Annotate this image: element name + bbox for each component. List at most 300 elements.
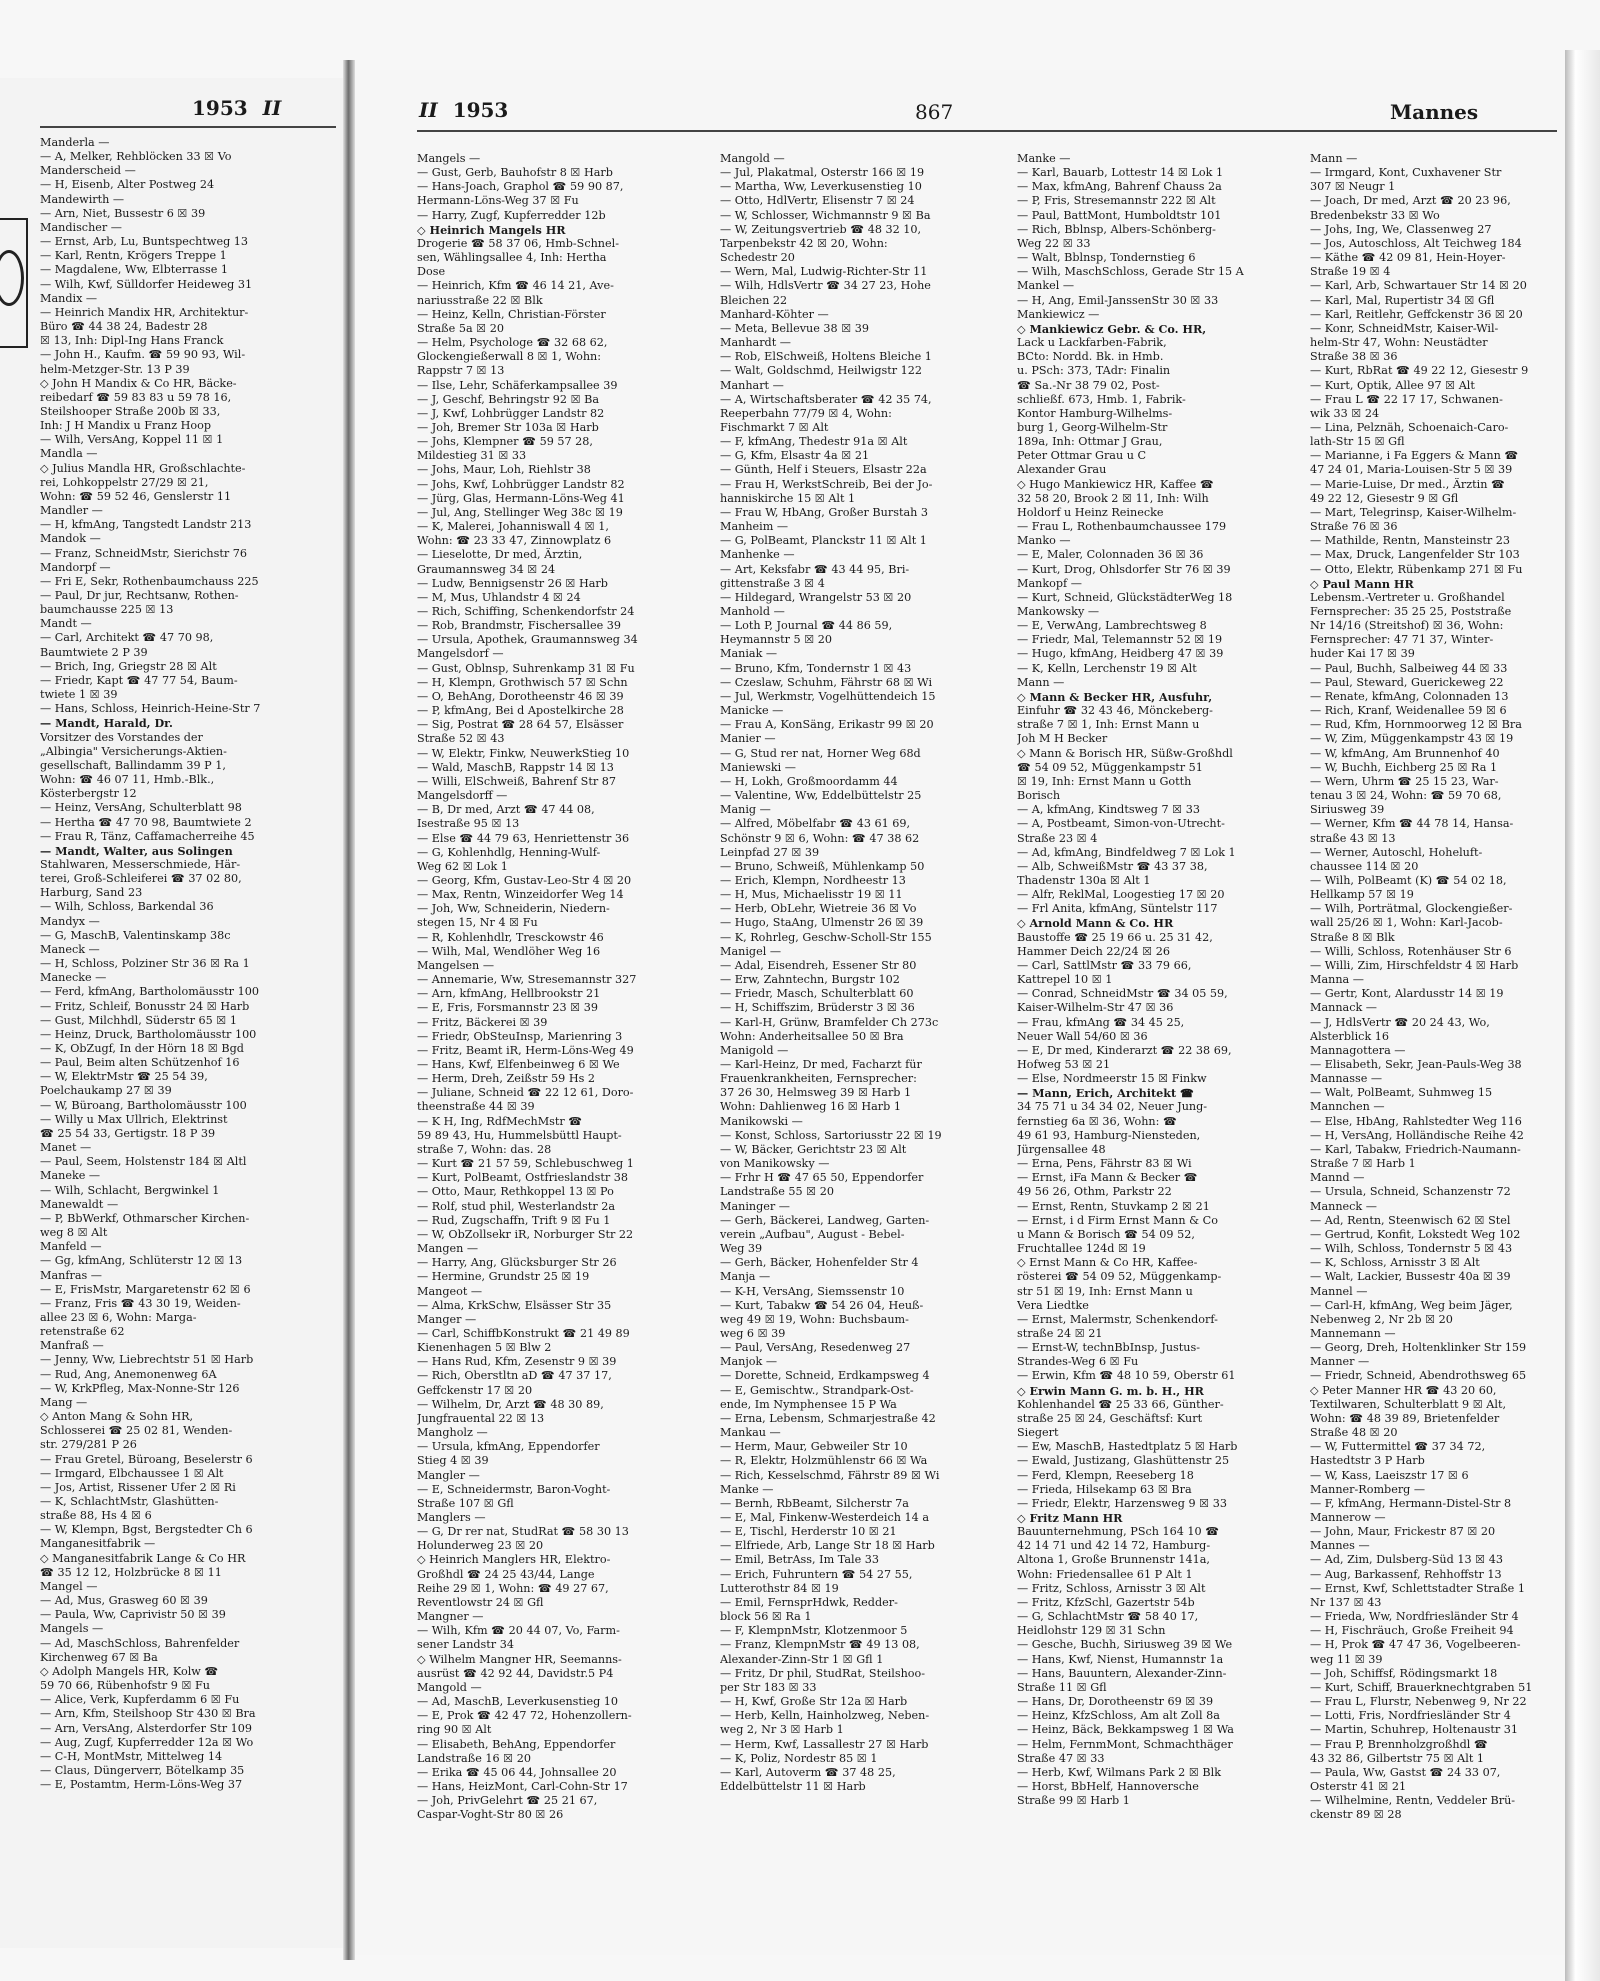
directory-line: nariusstraße 22 ☒ Blk xyxy=(417,293,543,307)
directory-line: — E, Dr med, Kinderarzt ☎ 22 38 69, xyxy=(1017,1043,1232,1057)
directory-line: Landstraße 16 ☒ 20 xyxy=(417,1751,531,1765)
directory-line: — Marie-Luise, Dr med., Ärztin ☎ xyxy=(1310,477,1505,491)
directory-line: — Ernst-W, technBbInsp, Justus- xyxy=(1017,1341,1200,1355)
directory-line: — Herb, Kwf, Wilmans Park 2 ☒ Blk xyxy=(1017,1765,1221,1779)
directory-line: — Ad, Mus, Grasweg 60 ☒ 39 xyxy=(40,1594,208,1608)
directory-line: — Paul, Seem, Holstenstr 184 ☒ Altl xyxy=(40,1155,247,1169)
directory-line: Mandischer — xyxy=(40,220,122,234)
directory-line: — Friedr, Schneid, Abendrothsweg 65 xyxy=(1310,1369,1527,1383)
directory-line: Maneke — xyxy=(40,1169,101,1183)
directory-line: Holunderweg 23 ☒ 20 xyxy=(417,1539,544,1553)
directory-line: — P, Fris, Stresemannstr 222 ☒ Alt xyxy=(1017,194,1216,208)
directory-line: — Kurt, PolBeamt, Ostfrieslandstr 38 xyxy=(417,1171,628,1185)
directory-line: — Hans-Joach, Graphol ☎ 59 90 87, xyxy=(417,180,624,194)
directory-line: Manicke — xyxy=(720,704,784,718)
directory-line: Mildestieg 31 ☒ 33 xyxy=(417,449,527,463)
directory-line: sen, Wählingsallee 4, Inh: Hertha xyxy=(417,251,607,265)
directory-line: — Walt, PolBeamt, Suhmweg 15 xyxy=(1310,1086,1493,1100)
directory-line: — Wern, Mal, Ludwig-Richter-Str 11 xyxy=(720,265,928,279)
directory-line: — Frau R, Tänz, Caffamacherreihe 45 xyxy=(40,829,255,843)
directory-line: — Martha, Ww, Leverkusenstieg 10 xyxy=(720,180,922,194)
directory-line: — Harry, Zugf, Kupferredder 12b xyxy=(417,208,606,222)
directory-line: — Paul, BattMont, Humboldtstr 101 xyxy=(1017,208,1222,222)
directory-line: Straße 5a ☒ 20 xyxy=(417,321,504,335)
directory-line: — Fritz, Beamt iR, Herm-Löns-Weg 49 xyxy=(417,1043,634,1057)
directory-line: huder Kai 17 ☒ 39 xyxy=(1310,647,1415,661)
directory-line: — Else ☎ 44 79 63, Henriettenstr 36 xyxy=(417,831,630,845)
directory-line: — Joh, Ww, Schneiderin, Niedern- xyxy=(417,902,610,916)
directory-line: Hellkamp 57 ☒ 19 xyxy=(1310,888,1414,902)
directory-line: Vera Liedtke xyxy=(1017,1298,1089,1312)
directory-line: — W, ObZollsekr iR, Norburger Str 22 xyxy=(417,1227,634,1241)
directory-line: straße 7 ☒ 1, Inh: Ernst Mann u xyxy=(1017,718,1200,732)
directory-line: — A, Wirtschaftsberater ☎ 42 35 74, xyxy=(720,392,932,406)
directory-line: — Friedr, Elektr, Harzensweg 9 ☒ 33 xyxy=(1017,1496,1227,1510)
directory-line: — Arn, Niet, Bussestr 6 ☒ 39 xyxy=(40,206,206,220)
directory-line: — Jürg, Glas, Hermann-Löns-Weg 41 xyxy=(417,491,625,505)
directory-line: — Frau A, KonSäng, Erikastr 99 ☒ 20 xyxy=(720,718,934,732)
directory-line: Mang — xyxy=(40,1395,88,1409)
directory-line: Textilwaren, Schulterblatt 9 ☒ Alt, xyxy=(1310,1397,1507,1411)
directory-line: — K, Rohrleg, Geschw-Scholl-Str 155 xyxy=(720,930,932,944)
directory-line: — Ad, Rentn, Steenwisch 62 ☒ Stel xyxy=(1310,1213,1511,1227)
directory-line: Stahlwaren, Messerschmiede, Här- xyxy=(40,857,241,871)
directory-line: — F, kfmAng, Hermann-Distel-Str 8 xyxy=(1310,1496,1512,1510)
directory-line: chaussee 114 ☒ 20 xyxy=(1310,859,1419,873)
directory-line: — Paula, Ww, Caprivistr 50 ☒ 39 xyxy=(40,1608,226,1622)
directory-line: — Joh, PrivGelehrt ☎ 25 21 67, xyxy=(417,1794,598,1808)
directory-line: hanniskirche 15 ☒ Alt 1 xyxy=(720,491,856,505)
directory-line: ☎ Sa.-Nr 38 79 02, Post- xyxy=(1017,378,1160,392)
directory-line: — Paula, Ww, Gastst ☎ 24 33 07, xyxy=(1310,1765,1501,1779)
directory-line: — W, ElektrMstr ☎ 25 54 39, xyxy=(40,1070,208,1084)
directory-line: Isestraße 95 ☒ 13 xyxy=(417,817,520,831)
directory-line: ◇ Mankiewicz Gebr. & Co. HR, xyxy=(1017,321,1207,336)
directory-line: — Ad, MaschSchloss, Bahrenfelder xyxy=(40,1636,240,1650)
directory-line: Nr 137 ☒ 43 xyxy=(1310,1595,1382,1609)
directory-line: — Mathilde, Rentn, Mansteinstr 23 xyxy=(1310,534,1511,548)
directory-line: Weg 39 xyxy=(720,1242,763,1256)
directory-line: — Sig, Postrat ☎ 28 64 57, Elsässer xyxy=(417,718,624,732)
directory-line: — Ferd, Klempn, Reeseberg 18 xyxy=(1017,1468,1194,1482)
directory-line: Nebenweg 2, Nr 2b ☒ 20 xyxy=(1310,1312,1453,1326)
directory-line: reibedarf ☎ 59 83 83 u 59 78 16, xyxy=(40,390,232,404)
directory-line: ◇ Wilhelm Mangner HR, Seemanns- xyxy=(417,1652,622,1666)
directory-line: — Werner, Kfm ☎ 44 78 14, Hansa- xyxy=(1310,817,1514,831)
directory-line: Mangeot — xyxy=(417,1284,483,1298)
directory-line: — Kurt, Tabakw ☎ 54 26 04, Heuß- xyxy=(720,1298,924,1312)
directory-line: Kattrepel 10 ☒ 1 xyxy=(1017,973,1113,987)
right-header-left xyxy=(419,98,508,122)
directory-line: Schedestr 20 xyxy=(720,251,795,265)
directory-line: Jürgensallee 48 xyxy=(1017,1142,1106,1156)
directory-line: Straße 8 ☒ Blk xyxy=(1310,930,1395,944)
directory-line: — Frl Anita, kfmAng, Süntelstr 117 xyxy=(1017,902,1218,916)
directory-line: — Hugo, StaAng, Ulmenstr 26 ☒ 39 xyxy=(720,916,924,930)
directory-line: — Frau L ☎ 22 17 17, Schwanen- xyxy=(1310,392,1503,406)
directory-line: — Konr, SchneidMstr, Kaiser-Wil- xyxy=(1310,321,1499,335)
directory-line: — Wilh, VersAng, Koppel 11 ☒ 1 xyxy=(40,433,224,447)
directory-line: Mangold — xyxy=(720,152,785,165)
directory-line: — Jul, Ang, Stellinger Weg 38c ☒ 19 xyxy=(417,505,623,519)
directory-line: ◇ Peter Manner HR ☎ 43 20 60, xyxy=(1310,1383,1497,1397)
directory-line: 307 ☒ Neugr 1 xyxy=(1310,180,1396,194)
directory-line: — Wilhelm, Dr, Arzt ☎ 48 30 89, xyxy=(417,1397,604,1411)
directory-line: straße 25 ☒ 24, Geschäftsf: Kurt xyxy=(1017,1411,1203,1425)
directory-line: — Elisabeth, BehAng, Eppendorfer xyxy=(417,1737,616,1751)
directory-line: — Max, Druck, Langenfelder Str 103 xyxy=(1310,548,1520,562)
directory-line: — J, Geschf, Behringstr 92 ☒ Ba xyxy=(417,392,600,406)
directory-line: — Rob, Brandmstr, Fischersallee 39 xyxy=(417,619,621,633)
directory-line: straße 43 ☒ 13 xyxy=(1310,831,1396,845)
directory-line: Wohn: ☎ 59 52 46, Genslerstr 11 xyxy=(40,489,232,503)
directory-line: ◇ Heinrich Manglers HR, Elektro- xyxy=(417,1553,611,1567)
directory-line: Wohn: ☎ 23 33 47, Zinnowplatz 6 xyxy=(417,534,612,548)
directory-line: Manigold — xyxy=(720,1043,789,1057)
directory-line: Manfeld — xyxy=(40,1240,102,1254)
left-column xyxy=(40,136,336,1792)
directory-line: — Erwin, Kfm ☎ 48 10 59, Oberstr 61 xyxy=(1017,1369,1236,1383)
directory-line: terei, Groß-Schleiferei ☎ 37 02 80, xyxy=(40,872,242,886)
directory-line: Landstraße 55 ☒ 20 xyxy=(720,1185,834,1199)
directory-line: — W, kfmAng, Am Brunnenhof 40 xyxy=(1310,746,1500,760)
directory-line: straße 24 ☒ 21 xyxy=(1017,1326,1103,1340)
directory-line: Hammer Deich 22/24 ☒ 26 xyxy=(1017,944,1170,958)
directory-line: — Rich, Bblnsp, Albers-Schönberg- xyxy=(1017,222,1216,236)
directory-line: — Käthe ☎ 42 09 81, Hein-Hoyer- xyxy=(1310,251,1506,265)
right-page xyxy=(355,70,1565,1955)
directory-line: Glockengießerwall 8 ☒ 1, Wohn: xyxy=(417,350,602,364)
directory-line: Straße 52 ☒ 43 xyxy=(417,732,505,746)
directory-line: — Marianne, i Fa Eggers & Mann ☎ xyxy=(1310,449,1519,463)
directory-line: — H, Kwf, Große Str 12a ☒ Harb xyxy=(720,1695,908,1709)
directory-line: ◇ John H Mandix & Co HR, Bäcke- xyxy=(40,376,237,390)
directory-line: Mangelsen — xyxy=(417,958,495,972)
directory-line: — G, MaschB, Valentinskamp 38c xyxy=(40,928,231,942)
directory-line: — Loth P, Journal ☎ 44 86 59, xyxy=(720,619,893,633)
directory-line: Neuer Wall 54/60 ☒ 36 xyxy=(1017,1029,1148,1043)
directory-line: — Herb, ObLehr, Wietreie 36 ☒ Vo xyxy=(720,902,917,916)
directory-line: — Johs, Klempner ☎ 59 57 28, xyxy=(417,435,593,449)
directory-line: Mangler — xyxy=(417,1468,480,1482)
directory-line: Manderscheid — xyxy=(40,164,136,178)
directory-line: Bauunternehmung, PSch 164 10 ☎ xyxy=(1017,1525,1220,1539)
directory-line: weg 2, Nr 3 ☒ Harb 1 xyxy=(720,1723,844,1737)
directory-line: — Wilh, Schloss, Tondernstr 5 ☒ 43 xyxy=(1310,1242,1513,1256)
directory-line: weg 11 ☒ 39 xyxy=(1310,1652,1383,1666)
directory-line: — Georg, Kfm, Gustav-Leo-Str 4 ☒ 20 xyxy=(417,873,632,887)
directory-line: u. PSch: 373, TAdr: Finalin xyxy=(1017,364,1171,378)
directory-line: Wohn: ☎ 48 39 89, Brietenfelder xyxy=(1310,1411,1500,1425)
directory-line: Mandler — xyxy=(40,504,103,518)
directory-line: Großhdl ☎ 24 25 43/44, Lange xyxy=(417,1567,595,1581)
directory-line: — Ursula, Schneid, Schanzenstr 72 xyxy=(1310,1185,1511,1199)
directory-line: — Paul, Beim alten Schützenhof 16 xyxy=(40,1056,240,1070)
directory-line: — Ad, Zim, Dulsberg-Süd 13 ☒ 43 xyxy=(1310,1553,1503,1567)
directory-line: ◇ Julius Mandla HR, Großschlachte- xyxy=(40,461,246,475)
directory-line: weg 6 ☒ 39 xyxy=(720,1326,786,1340)
directory-line: Manikowski — xyxy=(720,1114,803,1128)
directory-line: — Rolf, stud phil, Westerlandstr 2a xyxy=(417,1199,616,1213)
directory-line: — Claus, Düngerverr, Bötelkamp 35 xyxy=(40,1763,245,1777)
directory-line: Mandewirth — xyxy=(40,192,125,206)
directory-line: wik 33 ☒ 24 xyxy=(1310,406,1380,420)
directory-line: — John H., Kaufm. ☎ 59 90 93, Wil- xyxy=(40,348,246,362)
directory-line: Mannd — xyxy=(1310,1171,1365,1185)
directory-line: tenau 3 ☒ 24, Wohn: ☎ 59 70 68, xyxy=(1310,789,1502,803)
directory-line: — H, Klempn, Grothwisch 57 ☒ Schn xyxy=(417,675,628,689)
directory-line: ring 90 ☒ Alt xyxy=(417,1723,492,1737)
directory-line: — Herm, Maur, Gebweiler Str 10 xyxy=(720,1440,908,1454)
directory-line: — E, Mal, Finkenw-Westerdeich 14 a xyxy=(720,1511,929,1524)
directory-line: — G, Stud rer nat, Horner Weg 68d xyxy=(720,746,921,760)
directory-line: — Ursula, kfmAng, Eppendorfer xyxy=(417,1440,600,1454)
directory-line: — Heinrich Mandix HR, Architektur- xyxy=(40,305,249,319)
directory-line: — Arn, VersAng, Alsterdorfer Str 109 xyxy=(40,1721,252,1735)
directory-line: — Franz, KlempnMstr ☎ 49 13 08, xyxy=(720,1638,920,1652)
directory-line: — Otto, HdlVertr, Elisenstr 7 ☒ 24 xyxy=(720,194,915,208)
directory-line: — Willy u Max Ullrich, Elektrinst xyxy=(40,1112,228,1126)
directory-line: — G, SchlachtMstr ☎ 58 40 17, xyxy=(1017,1610,1199,1624)
directory-line: — K, Malerei, Johanniswall 4 ☒ 1, xyxy=(417,520,609,534)
directory-line: — Mann, Erich, Architekt ☎ xyxy=(1017,1086,1194,1101)
directory-line: — W, Schlosser, Wichmannstr 9 ☒ Ba xyxy=(720,208,931,222)
directory-line: — K, Poliz, Nordestr 85 ☒ 1 xyxy=(720,1751,878,1765)
directory-line: — Elfriede, Arb, Lange Str 18 ☒ Harb xyxy=(720,1539,935,1553)
directory-line: — J, HdlsVertr ☎ 20 24 43, Wo, xyxy=(1310,1015,1490,1029)
directory-line: — Frhr H ☎ 47 65 50, Eppendorfer xyxy=(720,1171,924,1185)
directory-line: — Alice, Verk, Kupferdamm 6 ☒ Fu xyxy=(40,1693,240,1707)
directory-line: baumchausse 225 ☒ 13 xyxy=(40,603,174,617)
directory-line: Manigel — xyxy=(720,944,782,958)
directory-line: — Max, Rentn, Winzeidorfer Weg 14 xyxy=(417,888,624,902)
directory-line: Kontor Hamburg-Wilhelms- xyxy=(1017,406,1173,420)
directory-line: — Fri E, Sekr, Rothenbaumchauss 225 xyxy=(40,574,259,588)
directory-line: — Jul, Werkmstr, Vogelhüttendeich 15 xyxy=(720,689,936,703)
directory-line: ckenstr 89 ☒ 28 xyxy=(1310,1808,1402,1822)
directory-line: — Walt, Goldschmd, Heilwigstr 122 xyxy=(720,364,922,378)
directory-line: — Wern, Uhrm ☎ 25 15 23, War- xyxy=(1310,774,1499,788)
left-header-rule xyxy=(40,126,336,128)
directory-line: Mangholz — xyxy=(417,1426,488,1440)
directory-line: Reeperbahn 77/79 ☒ 4, Wohn: xyxy=(720,406,892,420)
directory-line: Manewaldt — xyxy=(40,1197,119,1211)
directory-line: Nr 14/16 (Streitshof) ☒ 36, Wohn: xyxy=(1310,619,1504,633)
directory-line: — Wald, MaschB, Rappstr 14 ☒ 13 xyxy=(417,760,614,774)
directory-line: — Kurt, Optik, Allee 97 ☒ Alt xyxy=(1310,378,1475,392)
directory-line: — F, kfmAng, Thedestr 91a ☒ Alt xyxy=(720,435,908,449)
directory-line: — Konst, Schloss, Sartoriusstr 22 ☒ 19 xyxy=(720,1128,942,1142)
directory-line: — Mandt, Walter, aus Solingen xyxy=(40,843,233,858)
directory-line: — A, Melker, Rehblöcken 33 ☒ Vo xyxy=(40,150,232,164)
directory-line: ◇ Erwin Mann G. m. b. H., HR xyxy=(1017,1383,1204,1398)
directory-line: — Ernst, Arb, Lu, Buntspechtweg 13 xyxy=(40,235,249,249)
directory-line: — Friedr, Kapt ☎ 47 77 54, Baum- xyxy=(40,673,238,687)
directory-line: per Str 183 ☒ 33 xyxy=(720,1680,817,1694)
directory-line: Manhenke — xyxy=(720,548,795,562)
page-edge xyxy=(1565,50,1600,1981)
directory-line: — Heinz, Kelln, Christian-Förster xyxy=(417,307,606,321)
directory-line: — Gerh, Bäcker, Hohenfelder Str 4 xyxy=(720,1256,919,1270)
directory-line: Mannes — xyxy=(1310,1539,1370,1553)
column-2 xyxy=(720,152,1016,1794)
directory-line: Manhard-Köhter — xyxy=(720,307,829,321)
directory-line: u Mann & Borisch ☎ 54 09 52, xyxy=(1017,1227,1195,1241)
directory-line: — W, KrkPfleg, Max-Nonne-Str 126 xyxy=(40,1381,240,1395)
directory-line: — Johs, Ing, We, Classenweg 27 xyxy=(1310,222,1492,236)
directory-line: — John, Maur, Frickestr 87 ☒ 20 xyxy=(1310,1525,1496,1539)
directory-line: helm-Str 47, Wohn: Neustädter xyxy=(1310,336,1488,350)
directory-line: Mannchen — xyxy=(1310,1100,1385,1114)
directory-line: — Erich, Klempn, Nordheestr 13 xyxy=(720,873,906,887)
directory-line: Manier — xyxy=(720,732,776,746)
directory-line: Wohn: ☎ 46 07 11, Hmb.-Blk., xyxy=(40,773,215,787)
directory-line: — Valentine, Ww, Eddelbüttelstr 25 xyxy=(720,789,922,803)
directory-line: 49 61 93, Hamburg-Niensteden, xyxy=(1017,1128,1201,1142)
directory-line: Alsterblick 16 xyxy=(1310,1029,1390,1043)
directory-line: — E, Prok ☎ 42 47 72, Hohenzollern- xyxy=(417,1709,632,1723)
directory-line: — G, Kohlenhdlg, Henning-Wulf- xyxy=(417,845,601,859)
directory-line: — Wilh, Kfm ☎ 20 44 07, Vo, Farm- xyxy=(417,1624,620,1638)
directory-line: Mannack — xyxy=(1310,1001,1377,1015)
directory-line: 189a, Inh: Ottmar J Grau, xyxy=(1017,435,1163,449)
column-1 xyxy=(417,152,713,1822)
directory-line: — K, ObZugf, In der Hörn 18 ☒ Bgd xyxy=(40,1042,244,1055)
photo-frame-icon xyxy=(0,218,28,348)
directory-line: — H, Mus, Michaelisstr 19 ☒ 11 xyxy=(720,888,903,902)
directory-line: Lebensm.-Vertreter u. Großhandel xyxy=(1310,590,1505,604)
directory-line: — Herb, Kelln, Hainholzweg, Neben- xyxy=(720,1709,930,1723)
directory-line: Mandyx — xyxy=(40,914,100,928)
directory-line: — E, Tischl, Herderstr 10 ☒ 21 xyxy=(720,1525,897,1539)
directory-line: Mangen — xyxy=(417,1242,479,1256)
directory-line: — Karl, Mal, Rupertistr 34 ☒ Gfl xyxy=(1310,293,1495,307)
directory-line: — Fritz, Bäckerei ☒ 39 xyxy=(417,1015,548,1029)
directory-line: — Else, Nordmeerstr 15 ☒ Finkw xyxy=(1017,1072,1207,1086)
directory-line: — W, Bäcker, Gerichtstr 23 ☒ Alt xyxy=(720,1142,907,1156)
directory-line: — H, Ang, Emil-JanssenStr 30 ☒ 33 xyxy=(1017,293,1219,307)
directory-line: — Hans Rud, Kfm, Zesenstr 9 ☒ 39 xyxy=(417,1355,617,1369)
directory-line: — W, Klempn, Bgst, Bergstedter Ch 6 xyxy=(40,1523,253,1537)
directory-line: Manke — xyxy=(720,1482,774,1496)
directory-line: — Herm, Kwf, Lassallestr 27 ☒ Harb xyxy=(720,1737,929,1751)
directory-line: — W, Elektr, Finkw, NeuwerkStieg 10 xyxy=(417,746,630,760)
directory-line: — W, Futtermittel ☎ 37 34 72, xyxy=(1310,1440,1486,1454)
directory-line: — Karl, Arb, Schwartauer Str 14 ☒ 20 xyxy=(1310,279,1527,293)
directory-line: Manger — xyxy=(417,1312,477,1326)
directory-line: — H, Prok ☎ 47 47 36, Vogelbeeren- xyxy=(1310,1638,1521,1652)
directory-line: Eddelbüttelstr 11 ☒ Harb xyxy=(720,1779,866,1793)
directory-line: ende, Im Nymphensee 15 P Wa xyxy=(720,1397,897,1411)
directory-line: — Jenny, Ww, Liebrechtstr 51 ☒ Harb xyxy=(40,1353,254,1367)
directory-line: — C-H, MontMstr, Mittelweg 14 xyxy=(40,1749,223,1763)
directory-line: — Lieselotte, Dr med, Ärztin, xyxy=(417,548,583,562)
directory-line: — P, BbWerkf, Othmarscher Kirchen- xyxy=(40,1211,250,1225)
directory-line: — Franz, SchneidMstr, Sierichstr 76 xyxy=(40,546,247,560)
directory-line: Kienenhagen 5 ☒ Blw 2 xyxy=(417,1341,552,1355)
directory-line: — Gust, Oblnsp, Suhrenkamp 31 ☒ Fu xyxy=(417,661,635,675)
directory-line: Wohn: Friedensallee 61 P Alt 1 xyxy=(1017,1567,1193,1581)
directory-line: — W, Kass, Laeiszstr 17 ☒ 6 xyxy=(1310,1468,1469,1482)
directory-line: — Georg, Dreh, Holtenklinker Str 159 xyxy=(1310,1341,1527,1355)
directory-line: Strandes-Weg 6 ☒ Fu xyxy=(1017,1355,1139,1369)
directory-line: Mangold — xyxy=(417,1680,482,1694)
left-header-section: II xyxy=(262,96,282,120)
directory-line: — K, SchlachtMstr, Glashütten- xyxy=(40,1495,219,1508)
directory-line: — Gertrud, Konfit, Lokstedt Weg 102 xyxy=(1310,1227,1521,1241)
right-header-year: 1953 xyxy=(452,98,509,122)
directory-line: — Fritz, Schloss, Arnisstr 3 ☒ Alt xyxy=(1017,1581,1206,1595)
directory-line: — Horst, BbHelf, Hannoversche xyxy=(1017,1779,1199,1793)
directory-line: — E, Postamtm, Herm-Löns-Weg 37 xyxy=(40,1778,243,1792)
directory-line: — Aug, Barkassenf, Rehhoffstr 13 xyxy=(1310,1567,1502,1581)
directory-line: — H, Eisenb, Alter Postweg 24 xyxy=(40,178,215,192)
directory-line: ◇ Ernst Mann & Co HR, Kaffee- xyxy=(1017,1256,1198,1270)
directory-line: — M, Mus, Uhlandstr 4 ☒ 24 xyxy=(417,590,581,604)
directory-line: — Lotti, Fris, Nordfriesländer Str 4 xyxy=(1310,1709,1511,1723)
directory-line: Straße 11 ☒ Gfl xyxy=(1017,1680,1107,1694)
directory-line: Fischmarkt 7 ☒ Alt xyxy=(720,420,829,434)
directory-line: Graumannsweg 34 ☒ 24 xyxy=(417,562,556,576)
directory-line: — Art, Keksfabr ☎ 43 44 95, Bri- xyxy=(720,562,910,576)
directory-line: — B, Dr med, Arzt ☎ 47 44 08, xyxy=(417,803,595,817)
directory-line: — K-H, VersAng, Siemssenstr 10 xyxy=(720,1284,905,1298)
directory-line: — Adal, Eisendreh, Essener Str 80 xyxy=(720,958,917,972)
directory-line: Fruchtallee 124d ☒ 19 xyxy=(1017,1242,1146,1256)
directory-line: — Paul, Steward, Guerickeweg 22 xyxy=(1310,675,1504,689)
directory-line: — Dorette, Schneid, Erdkampsweg 4 xyxy=(720,1369,930,1383)
directory-line: Hofweg 53 ☒ 21 xyxy=(1017,1058,1111,1071)
directory-line: — Ernst, Rentn, Stuvkamp 2 ☒ 21 xyxy=(1017,1199,1210,1213)
directory-line: — Günth, Helf i Steuers, Elsastr 22a xyxy=(720,463,927,477)
directory-line: Mangel — xyxy=(40,1579,98,1593)
directory-line: — E, Gemischtw., Strandpark-Ost- xyxy=(720,1383,914,1397)
directory-line: Mandla — xyxy=(40,447,98,461)
directory-line: — Rud, Ang, Anemonenweg 6A xyxy=(40,1367,217,1381)
directory-line: Caspar-Voght-Str 80 ☒ 26 xyxy=(417,1808,564,1822)
directory-line: — Wilh, Porträtmal, Glockengießer- xyxy=(1310,902,1513,916)
directory-line: — H, VersAng, Holländische Reihe 42 xyxy=(1310,1128,1524,1142)
directory-line: — Kurt ☎ 21 57 59, Schlebuschweg 1 xyxy=(417,1157,634,1171)
directory-line: ◇ Arnold Mann & Co. HR xyxy=(1017,916,1174,931)
directory-line: — Erika ☎ 45 06 44, Johnsallee 20 xyxy=(417,1765,617,1779)
directory-line: — Alma, KrkSchw, Elsässer Str 35 xyxy=(417,1298,612,1312)
directory-line: — A, kfmAng, Kindtsweg 7 ☒ 33 xyxy=(1017,803,1200,817)
directory-line: — Erna, Pens, Fährstr 83 ☒ Wi xyxy=(1017,1157,1192,1171)
directory-line: Manhardt — xyxy=(720,336,791,350)
directory-line: Stieg 4 ☒ 39 xyxy=(417,1454,489,1468)
directory-line: — Johs, Kwf, Lohbrügger Landstr 82 xyxy=(417,477,625,491)
directory-line: gittenstraße 3 ☒ 4 xyxy=(720,576,825,590)
directory-line: — Hans, Kwf, Elfenbeinweg 6 ☒ We xyxy=(417,1058,620,1071)
directory-line: Straße 47 ☒ 33 xyxy=(1017,1751,1105,1765)
directory-line: schließf. 673, Hmb. 1, Fabrik- xyxy=(1017,392,1186,406)
directory-line: — Willi, Schloss, Rotenhäuser Str 6 xyxy=(1310,944,1512,958)
directory-line: Mankel — xyxy=(1017,279,1075,293)
directory-line: sener Landstr 34 xyxy=(417,1638,514,1652)
directory-line: Straße 99 ☒ Harb 1 xyxy=(1017,1794,1130,1808)
directory-line: — Carl-H, kfmAng, Weg beim Jäger, xyxy=(1310,1298,1513,1312)
directory-line: ◇ Manganesitfabrik Lange & Co HR xyxy=(40,1551,246,1565)
directory-line: — Elisabeth, Sekr, Jean-Pauls-Weg 38 xyxy=(1310,1058,1522,1071)
directory-line: Altona 1, Große Brunnenstr 141a, xyxy=(1017,1553,1210,1567)
directory-line: Mandt — xyxy=(40,617,92,631)
directory-line: — Hans, Dr, Dorotheenstr 69 ☒ 39 xyxy=(1017,1695,1214,1709)
directory-line: — Rud, Kfm, Hornmoorweg 12 ☒ Bra xyxy=(1310,718,1522,732)
directory-line: — A, Postbeamt, Simon-von-Utrecht- xyxy=(1017,817,1225,831)
directory-line: — Wilh, Schlacht, Bergwinkel 1 xyxy=(40,1183,220,1197)
directory-line: — Karl, Tabakw, Friedrich-Naumann- xyxy=(1310,1142,1521,1156)
